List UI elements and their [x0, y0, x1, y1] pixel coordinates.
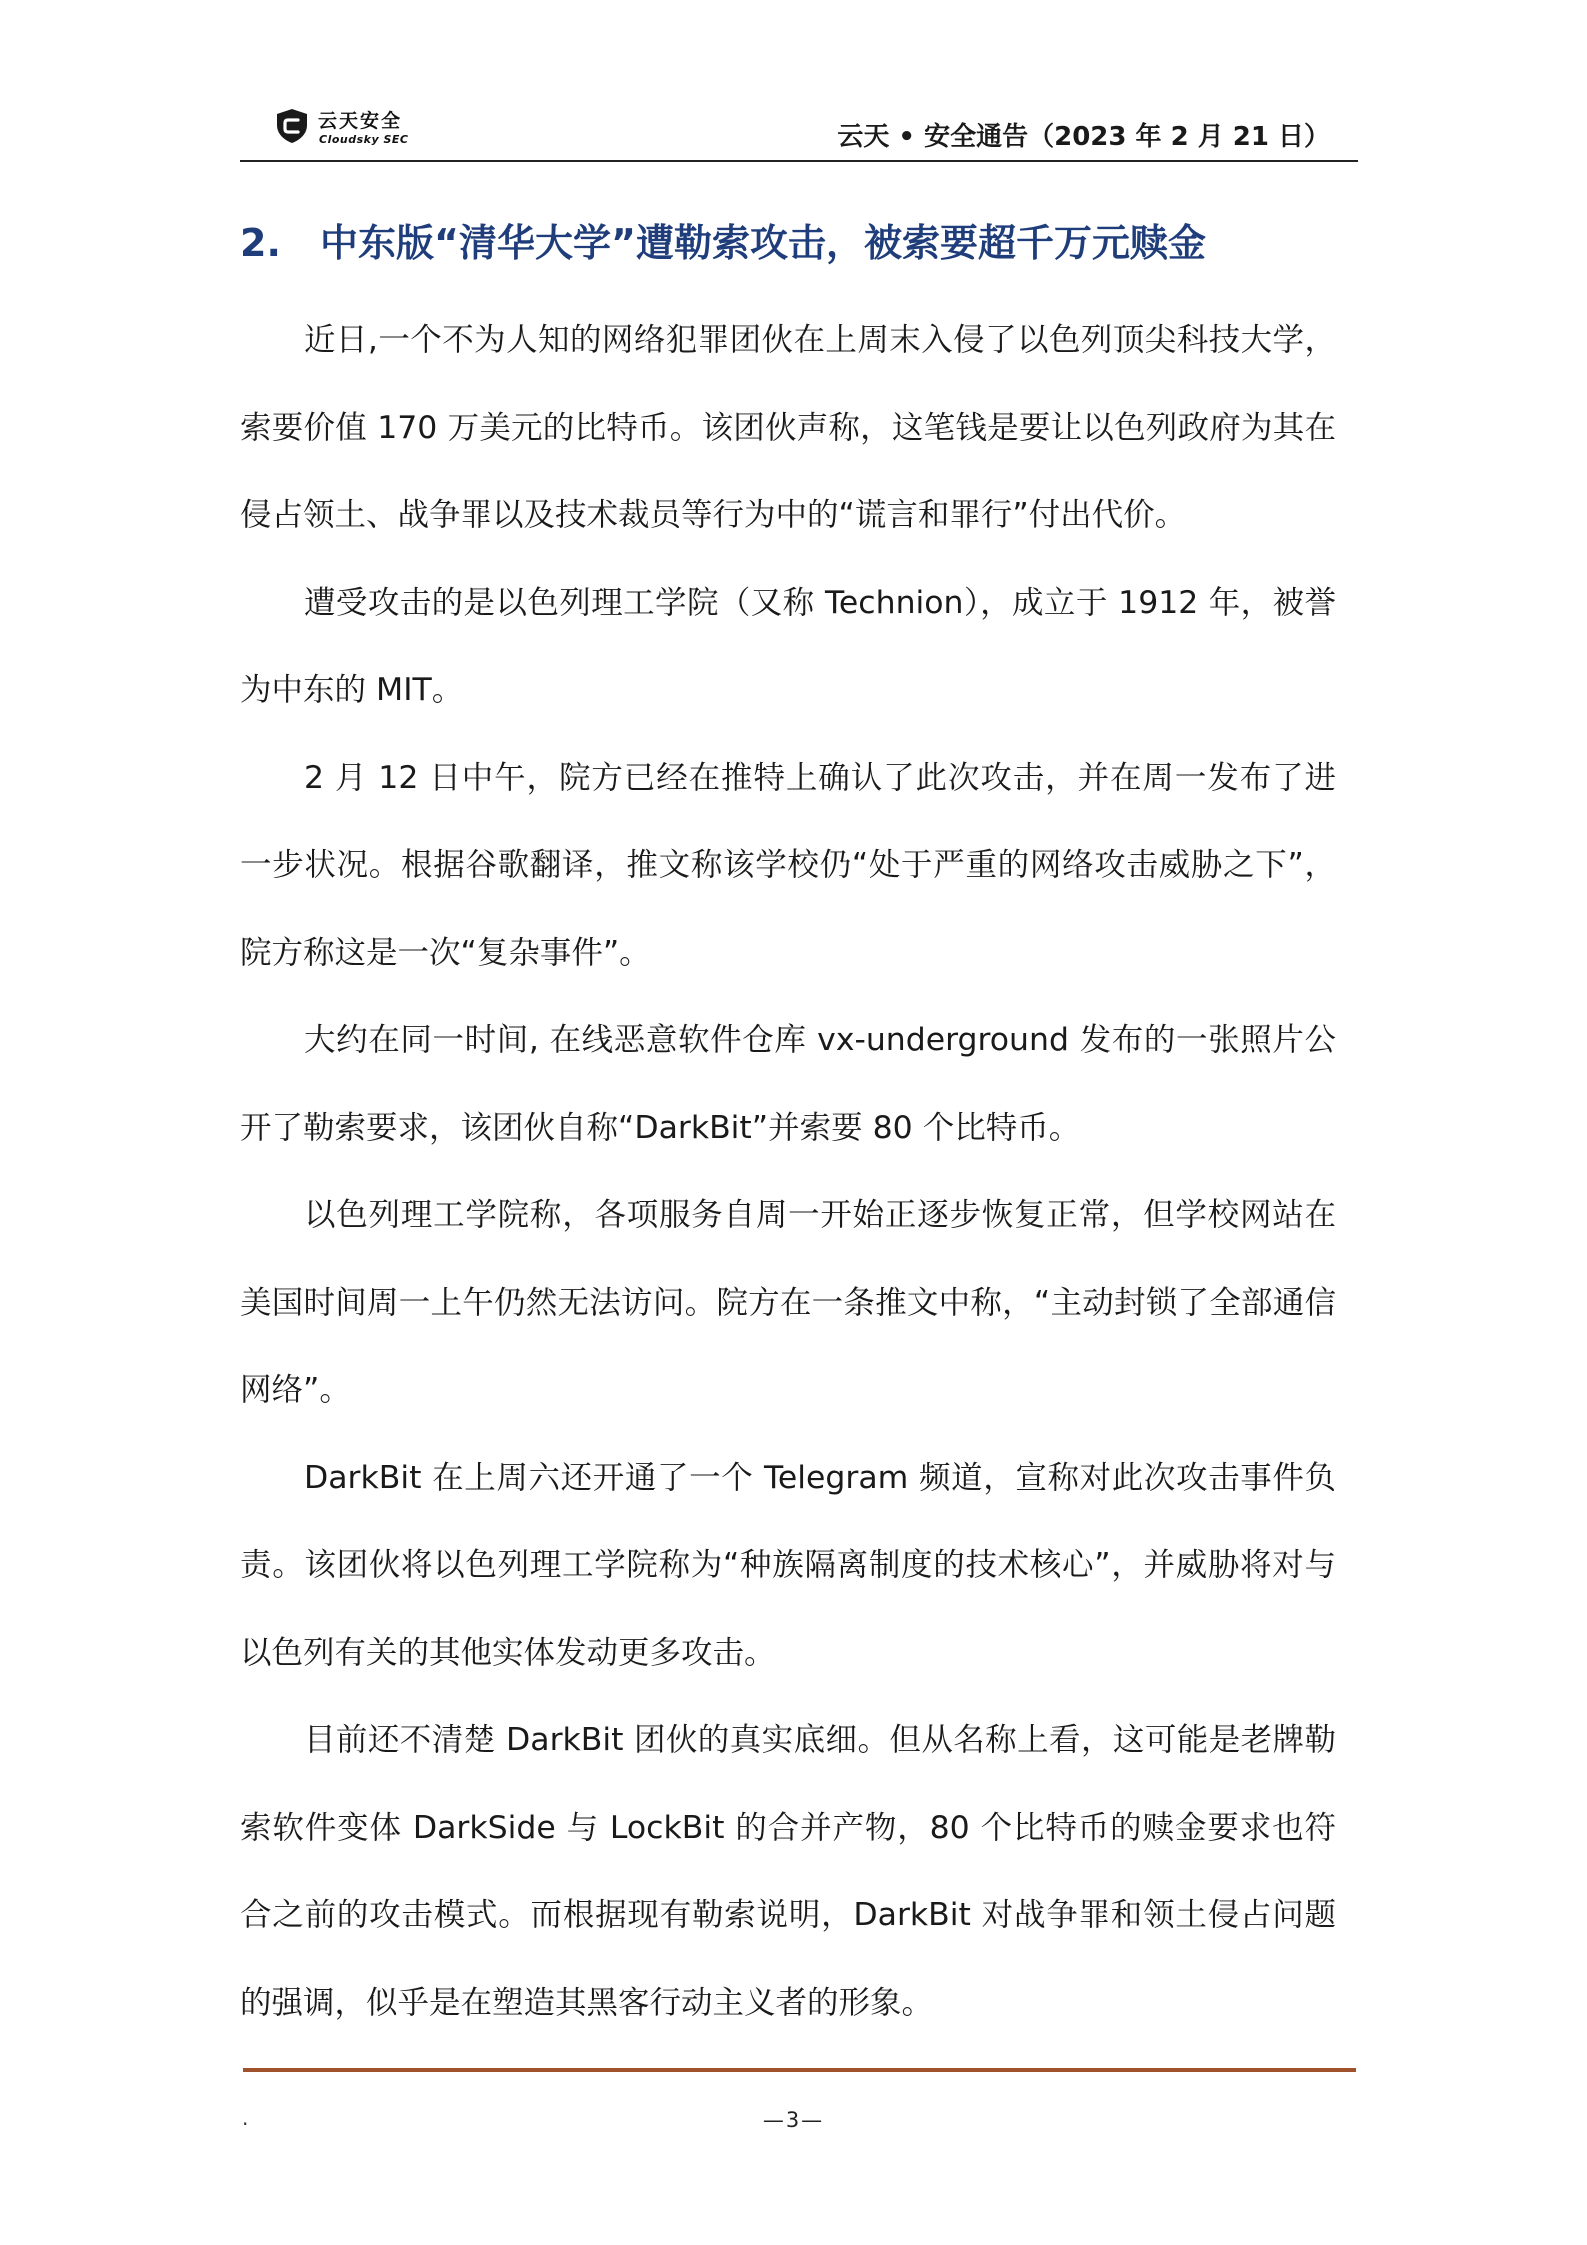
header-title: 云天 • 安全通告（2023 年 2 月 21 日） [837, 122, 1330, 152]
logo-text-cn: 云天安全 [318, 110, 403, 132]
paragraph: DarkBit 在上周六还开通了一个 Telegram 频道，宣称对此次攻击事件负责。该团伙将以色列理工学院称为“种族隔离制度的技术核心”，并威胁将对与以色列有关的其他实体发动更多攻击。 [240, 1459, 1336, 1671]
article-number: 2. [240, 221, 281, 265]
page-header [240, 98, 1358, 162]
paragraph: 以色列理工学院称，各项服务自周一开始正逐步恢复正常，但学校网站在美国时间周一上午仍然无法访问。院方在一条推文中称，“主动封锁了全部通信网络”。 [240, 1197, 1336, 1408]
paragraph: 2 月 12 日中午，院方已经在推特上确认了此次攻击，并在周一发布了进一步状况。根据谷歌翻译，推文称该学校仍“处于严重的网络攻击威胁之下”，院方称这是一次“复杂事件”。 [240, 759, 1336, 971]
footer-dot: . [242, 2106, 249, 2130]
paragraph: 遭受攻击的是以色列理工学院（又称 Technion），成立于 1912 年，被誉为中东的 MIT。 [240, 584, 1336, 708]
paragraph: 目前还不清楚 DarkBit 团伙的真实底细。但从名称上看，这可能是老牌勒索软件变体 DarkSide 与 LockBit 的合并产物，80 个比特币的赎金要求也符合之前的攻击模式。而根据现有勒索说明，DarkBit 对战争罪和领土侵占问题的强调，似乎是在塑造其黑客行动主义者的形象。 [240, 1722, 1336, 2021]
shield-logo-icon [274, 108, 310, 144]
logo-text-en: Cloudsky SEC [319, 133, 409, 146]
header-divider [240, 160, 1358, 162]
logo [274, 104, 474, 150]
page-number: —3— [762, 2108, 825, 2132]
paragraph: 近日,一个不为人知的网络犯罪团伙在上周末入侵了以色列顶尖科技大学，索要价值 170 万美元的比特币。该团伙声称，这笔钱是要让以色列政府为其在侵占领土、战争罪以及技术裁员等行为中的“谎言和罪行”付出代价。 [240, 322, 1336, 533]
footer-divider [243, 2068, 1356, 2072]
article-title: 中东版“清华大学”遭勒索攻击，被索要超千万元赎金 [320, 221, 1206, 265]
article-heading [240, 212, 1206, 267]
article-body [240, 297, 1336, 2047]
paragraph: 大约在同一时间, 在线恶意软件仓库 vx-underground 发布的一张照片公开了勒索要求，该团伙自称“DarkBit”并索要 80 个比特币。 [240, 1022, 1336, 1146]
